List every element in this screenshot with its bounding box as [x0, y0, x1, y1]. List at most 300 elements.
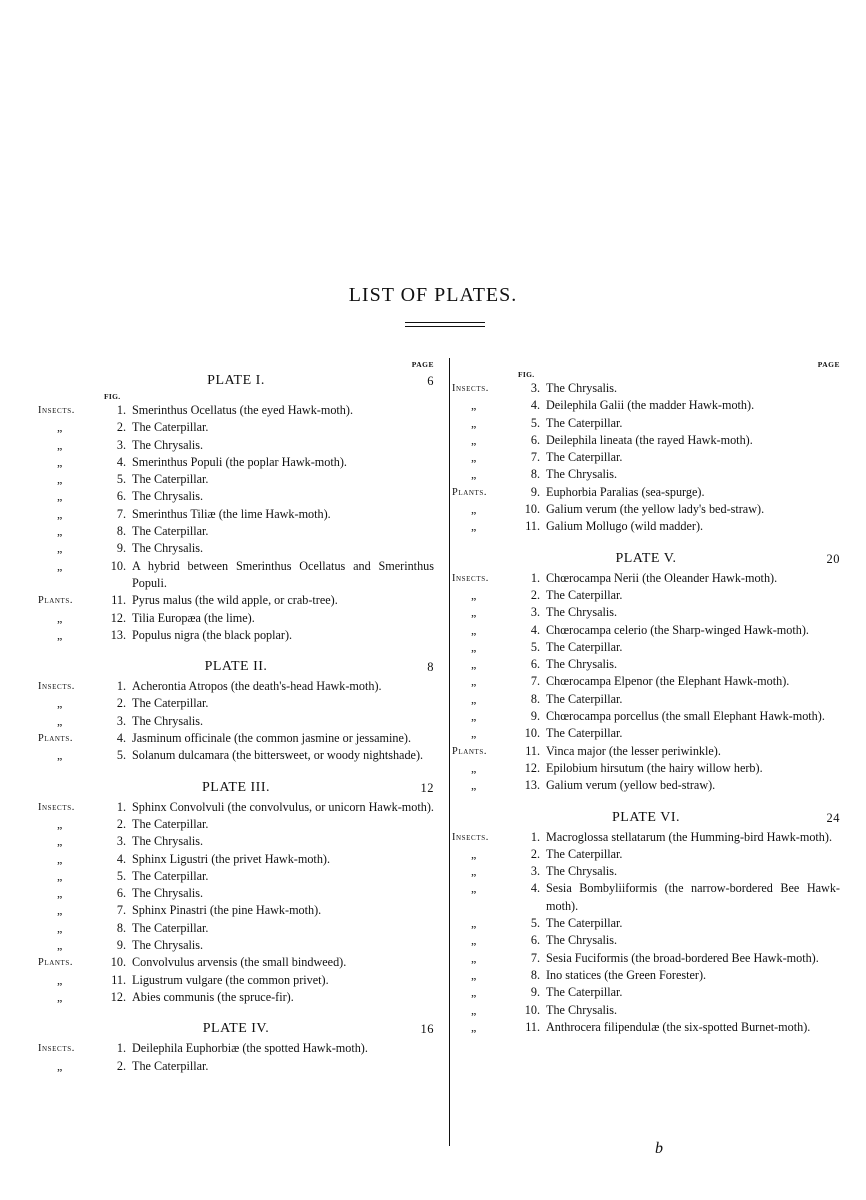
- plate-gap: [38, 644, 434, 656]
- figure-description: Sphinx Pinastri (the pine Hawk-moth).: [132, 903, 322, 918]
- figure-number: 10.: [110, 558, 126, 573]
- plate-title: PLATE II.: [204, 659, 268, 675]
- figure-description: Convolvulus arvensis (the small bindweed).: [132, 955, 347, 970]
- list-item: [452, 760, 840, 777]
- figure-number: 6.: [530, 933, 540, 948]
- list-item: [452, 691, 840, 708]
- figure-number: 8.: [530, 467, 540, 482]
- figure-description: The Chrysalis.: [132, 834, 204, 849]
- category-label: „: [57, 834, 63, 849]
- plate-heading: [38, 656, 434, 678]
- plate-block: [452, 795, 840, 1037]
- figure-description: The Chrysalis.: [132, 938, 204, 953]
- category-label: Plants.: [38, 733, 74, 745]
- figure-description: The Chrysalis.: [132, 541, 204, 556]
- figure-number: 7.: [530, 450, 540, 465]
- figure-description: The Caterpillar.: [546, 985, 623, 1000]
- figure-number: 8.: [116, 920, 126, 935]
- list-item: [38, 713, 434, 730]
- figure-number: 9.: [116, 938, 126, 953]
- category-label: „: [57, 1058, 63, 1073]
- figure-description: Deilephila Euphorbiæ (the spotted Hawk-moth).: [132, 1041, 368, 1056]
- plate-page-number: 8: [427, 660, 434, 675]
- figure-number: 2.: [116, 816, 126, 831]
- figure-description: Smerinthus Tiliæ (the lime Hawk-moth).: [132, 506, 331, 521]
- list-item: [452, 397, 840, 414]
- figure-number: 13.: [524, 778, 540, 793]
- list-item: [38, 627, 434, 644]
- plate-heading: [38, 1018, 434, 1040]
- figure-number: 3.: [530, 381, 540, 395]
- category-label: „: [57, 489, 63, 504]
- category-label: „: [471, 639, 477, 654]
- figure-description: The Caterpillar.: [132, 696, 209, 711]
- category-label: „: [471, 760, 477, 775]
- list-item: [452, 501, 840, 518]
- category-label: „: [471, 432, 477, 447]
- category-label: Plants.: [452, 486, 488, 498]
- figure-description: Vinca major (the lesser periwinkle).: [546, 743, 721, 758]
- list-item: [452, 518, 840, 535]
- category-label: „: [471, 726, 477, 741]
- figure-description: Solanum dulcamara (the bittersweet, or woody nightshade).: [132, 748, 424, 763]
- figure-number: 12.: [110, 610, 126, 625]
- plate-page-number: 6: [427, 374, 434, 388]
- figure-number: 3.: [530, 605, 540, 620]
- plate-gap: [38, 765, 434, 777]
- figure-description: Macroglossa stellatarum (the Humming-bird Hawk-moth).: [546, 829, 833, 844]
- list-item: [452, 415, 840, 432]
- figure-number: 12.: [110, 989, 126, 1004]
- right-column: [452, 360, 840, 1036]
- figure-description: The Caterpillar.: [546, 450, 623, 465]
- list-item: [38, 902, 434, 919]
- figure-number: 3.: [530, 864, 540, 879]
- figure-description: The Caterpillar.: [132, 524, 209, 539]
- category-label: „: [471, 398, 477, 413]
- category-label: „: [57, 851, 63, 866]
- list-item: [38, 1040, 434, 1057]
- figure-number: 2.: [116, 696, 126, 711]
- list-item: [452, 967, 840, 984]
- figure-description: The Caterpillar.: [132, 868, 209, 883]
- category-label: „: [471, 605, 477, 620]
- list-item: [38, 954, 434, 971]
- figure-description: The Caterpillar.: [546, 587, 623, 602]
- figure-description: The Caterpillar.: [132, 472, 209, 487]
- plate-gap: [452, 536, 840, 548]
- list-item: [452, 725, 840, 742]
- plate-page-number: 16: [420, 1022, 434, 1037]
- figure-number: 13.: [110, 627, 126, 642]
- figure-number: 11.: [525, 519, 540, 534]
- figure-number: 5.: [116, 472, 126, 487]
- figure-number: 4.: [530, 622, 540, 637]
- list-item: [38, 833, 434, 850]
- figure-number: 9.: [530, 985, 540, 1000]
- figure-description: The Chrysalis.: [132, 489, 204, 504]
- list-item: [452, 984, 840, 1001]
- category-label: „: [471, 881, 477, 896]
- category-label: „: [57, 748, 63, 763]
- figure-number: 12.: [524, 760, 540, 775]
- figure-number: 11.: [111, 972, 126, 987]
- figure-number: 5.: [116, 868, 126, 883]
- plate-heading: [452, 807, 840, 829]
- plate-title: PLATE VI.: [611, 809, 681, 825]
- category-label: „: [471, 674, 477, 689]
- figure-description: The Chrysalis.: [546, 381, 618, 395]
- figure-number: 3.: [116, 437, 126, 452]
- figure-description: Tilia Europæa (the lime).: [132, 610, 255, 625]
- figure-number: 5.: [116, 748, 126, 763]
- page-title: LIST OF PLATES.: [348, 284, 518, 306]
- category-label: „: [57, 938, 63, 953]
- category-label: „: [57, 437, 63, 452]
- category-label: „: [57, 972, 63, 987]
- plate-title: PLATE V.: [615, 550, 677, 566]
- figure-description: Euphorbia Paralias (sea-spurge).: [546, 484, 705, 499]
- title-rule-top: [405, 322, 485, 323]
- figure-number: 4.: [116, 731, 126, 746]
- category-label: „: [471, 864, 477, 879]
- figure-number: 4.: [530, 398, 540, 413]
- plate-block: [452, 360, 840, 536]
- list-item: [452, 743, 840, 760]
- list-item: [452, 587, 840, 604]
- category-label: „: [57, 868, 63, 883]
- list-item: [452, 708, 840, 725]
- list-item: [452, 777, 840, 794]
- list-item: [38, 402, 434, 419]
- list-item: [38, 989, 434, 1006]
- figure-description: Deilephila Galii (the madder Hawk-moth).: [546, 398, 755, 413]
- figure-description: The Caterpillar.: [546, 691, 623, 706]
- figure-description: The Chrysalis.: [132, 713, 204, 728]
- list-item: [38, 851, 434, 868]
- category-label: Plants.: [452, 745, 488, 757]
- category-label: „: [471, 657, 477, 672]
- figure-number: 3.: [116, 834, 126, 849]
- figure-number: 9.: [530, 709, 540, 724]
- category-label: Insects.: [452, 383, 489, 394]
- title-rule-bottom: [405, 326, 485, 327]
- fig-header: [452, 370, 840, 380]
- list-item: [452, 829, 840, 846]
- plate-heading: [38, 370, 434, 392]
- category-label: „: [57, 558, 63, 573]
- figure-number: 2.: [116, 420, 126, 435]
- plate-gap: [452, 795, 840, 807]
- list-item: [38, 592, 434, 609]
- figure-description: The Caterpillar.: [546, 726, 623, 741]
- fig-header: [38, 392, 434, 402]
- figure-description: Smerinthus Ocellatus (the eyed Hawk-moth).: [132, 403, 354, 417]
- category-label: „: [57, 816, 63, 831]
- plate-heading: [38, 777, 434, 799]
- signature-mark: b: [655, 1140, 663, 1157]
- list-item: [38, 610, 434, 627]
- figure-number: 4.: [116, 454, 126, 469]
- figure-number: 5.: [530, 639, 540, 654]
- list-item: [452, 950, 840, 967]
- figure-description: The Chrysalis.: [546, 864, 618, 879]
- page-header: [452, 360, 840, 370]
- figure-number: 7.: [116, 506, 126, 521]
- category-label: Plants.: [38, 957, 74, 969]
- figure-description: Sphinx Ligustri (the privet Hawk-moth).: [132, 851, 331, 866]
- left-column: [38, 360, 434, 1075]
- figure-description: The Chrysalis.: [546, 1002, 618, 1017]
- plate-heading: [452, 548, 840, 570]
- figure-number: 10.: [524, 726, 540, 741]
- category-label: „: [57, 696, 63, 711]
- category-label: Insects.: [38, 801, 75, 813]
- figure-description: Epilobium hirsutum (the hairy willow herb).: [546, 760, 763, 775]
- list-item: [38, 540, 434, 557]
- figure-description: Abies communis (the spruce-fir).: [132, 989, 294, 1004]
- figure-number: 1.: [116, 799, 126, 814]
- figure-number: 4.: [116, 851, 126, 866]
- figure-number: 2.: [530, 846, 540, 861]
- figure-number: 10.: [524, 1002, 540, 1017]
- plate-block: [38, 1006, 434, 1075]
- figure-description: Populus nigra (the black poplar).: [132, 627, 293, 642]
- figure-number: 4.: [530, 881, 540, 896]
- category-label: „: [57, 420, 63, 435]
- list-item: [452, 466, 840, 483]
- figure-description: Chœrocampa porcellus (the small Elephant Hawk-moth).: [546, 709, 825, 724]
- figure-description: The Chrysalis.: [546, 605, 618, 620]
- category-label: „: [471, 691, 477, 706]
- figure-description: The Caterpillar.: [132, 1058, 209, 1073]
- figure-number: 7.: [530, 950, 540, 965]
- list-item: [38, 1058, 434, 1075]
- figure-description: Smerinthus Populi (the poplar Hawk-moth).: [132, 454, 347, 469]
- category-label: „: [57, 886, 63, 901]
- category-label: „: [57, 610, 63, 625]
- category-label: „: [471, 846, 477, 861]
- figure-number: 1.: [530, 829, 540, 844]
- list-item: [452, 880, 840, 915]
- list-item: [452, 449, 840, 466]
- plate-gap: [38, 1006, 434, 1018]
- figure-description: The Chrysalis.: [132, 437, 204, 452]
- figure-description: The Chrysalis.: [546, 467, 618, 482]
- category-label: „: [57, 454, 63, 469]
- category-label: Insects.: [38, 405, 75, 416]
- figure-description: The Chrysalis.: [132, 886, 204, 901]
- plate-page-number: 12: [420, 780, 434, 795]
- figure-number: 1.: [116, 403, 126, 417]
- figure-description: The Caterpillar.: [546, 916, 623, 931]
- list-item: [452, 1019, 840, 1036]
- figure-description: The Caterpillar.: [546, 639, 623, 654]
- category-label: „: [471, 916, 477, 931]
- figure-description: Sesia Fuciformis (the broad-bordered Bee Hawk-moth).: [546, 950, 819, 965]
- figure-description: The Caterpillar.: [132, 420, 209, 435]
- category-label: „: [471, 519, 477, 534]
- figure-number: 8.: [530, 691, 540, 706]
- list-item: [38, 488, 434, 505]
- figure-description: The Chrysalis.: [546, 933, 618, 948]
- category-label: „: [471, 778, 477, 793]
- category-label: Insects.: [38, 681, 75, 693]
- column-divider: [449, 358, 450, 1146]
- figure-number: 5.: [530, 916, 540, 931]
- category-label: Insects.: [38, 1043, 75, 1055]
- category-label: „: [57, 541, 63, 556]
- plate-block: [38, 765, 434, 1007]
- category-label: „: [471, 985, 477, 1000]
- list-item: [452, 915, 840, 932]
- category-label: „: [471, 1019, 477, 1034]
- plate-title: PLATE I.: [207, 373, 265, 388]
- list-item: [452, 380, 840, 397]
- page-label: PAGE: [817, 360, 840, 369]
- figure-description: Chœrocampa Elpenor (the Elephant Hawk-moth).: [546, 674, 790, 689]
- list-item: [38, 972, 434, 989]
- figure-description: The Caterpillar.: [546, 415, 623, 430]
- figure-description: Ligustrum vulgare (the common privet).: [132, 972, 329, 987]
- figure-number: 2.: [530, 587, 540, 602]
- figure-number: 11.: [111, 593, 126, 608]
- category-label: „: [471, 587, 477, 602]
- category-label: „: [471, 950, 477, 965]
- list-item: [452, 639, 840, 656]
- list-item: [38, 678, 434, 695]
- category-label: „: [57, 506, 63, 521]
- plate-title: PLATE IV.: [202, 1021, 270, 1037]
- fig-label: FIG.: [104, 392, 121, 401]
- figure-number: 10.: [110, 955, 126, 970]
- fig-label: FIG.: [518, 370, 535, 379]
- figure-description: Pyrus malus (the wild apple, or crab-tree).: [132, 593, 338, 608]
- category-label: „: [471, 967, 477, 982]
- category-label: „: [57, 920, 63, 935]
- figure-number: 6.: [116, 489, 126, 504]
- list-item: [38, 885, 434, 902]
- list-item: [38, 471, 434, 488]
- list-item: [38, 454, 434, 471]
- figure-number: 6.: [530, 432, 540, 447]
- figure-number: 7.: [530, 674, 540, 689]
- category-label: „: [57, 524, 63, 539]
- figure-description: Acherontia Atropos (the death's-head Hawk-moth).: [132, 679, 382, 694]
- list-item: [38, 937, 434, 954]
- figure-number: 9.: [116, 541, 126, 556]
- list-item: [452, 932, 840, 949]
- figure-description: Jasminum officinale (the common jasmine or jessamine).: [132, 731, 412, 746]
- category-label: „: [471, 933, 477, 948]
- category-label: „: [471, 1002, 477, 1017]
- category-label: Insects.: [452, 572, 489, 584]
- list-item: [452, 863, 840, 880]
- list-item: [452, 604, 840, 621]
- figure-description: Anthrocera filipendulæ (the six-spotted Burnet-moth).: [546, 1019, 811, 1034]
- figure-number: 11.: [525, 743, 540, 758]
- figure-number: 7.: [116, 903, 126, 918]
- figure-number: 1.: [116, 1041, 126, 1056]
- category-label: „: [471, 709, 477, 724]
- figure-description: Galium verum (yellow bed-straw).: [546, 778, 716, 793]
- figure-description: A hybrid between Smerinthus Ocellatus and Smerinthus Populi.: [132, 558, 434, 590]
- list-item: [452, 656, 840, 673]
- figure-number: 1.: [530, 570, 540, 585]
- figure-description: The Chrysalis.: [546, 657, 618, 672]
- figure-description: Sphinx Convolvuli (the convolvulus, or unicorn Hawk-moth).: [132, 799, 434, 814]
- list-item: [452, 484, 840, 501]
- figure-number: 3.: [116, 713, 126, 728]
- category-label: Insects.: [452, 831, 489, 843]
- list-item: [452, 1002, 840, 1019]
- page-label: PAGE: [411, 360, 434, 369]
- list-item: [38, 437, 434, 454]
- category-label: Plants.: [38, 595, 74, 607]
- plate-block: [38, 360, 434, 644]
- figure-number: 11.: [525, 1019, 540, 1034]
- category-label: „: [471, 415, 477, 430]
- figure-number: 6.: [116, 886, 126, 901]
- category-label: „: [57, 903, 63, 918]
- figure-description: Chœrocampa celerio (the Sharp-winged Hawk-moth).: [546, 622, 809, 637]
- figure-description: Deilephila lineata (the rayed Hawk-moth).: [546, 432, 753, 447]
- plate-block: [38, 644, 434, 764]
- list-item: [452, 622, 840, 639]
- category-label: „: [471, 467, 477, 482]
- category-label: „: [471, 450, 477, 465]
- plate-title: PLATE III.: [202, 779, 270, 795]
- category-label: „: [471, 502, 477, 517]
- list-item: [38, 799, 434, 816]
- figure-number: 1.: [116, 679, 126, 694]
- list-item: [38, 558, 434, 593]
- list-item: [38, 747, 434, 764]
- plate-block: [452, 536, 840, 795]
- list-item: [38, 523, 434, 540]
- category-label: „: [57, 472, 63, 487]
- list-item: [452, 570, 840, 587]
- list-item: [38, 695, 434, 712]
- figure-number: 5.: [530, 415, 540, 430]
- plate-page-number: 24: [826, 810, 840, 825]
- list-item: [38, 868, 434, 885]
- plate-page-number: 20: [826, 551, 840, 566]
- figure-number: 8.: [530, 967, 540, 982]
- figure-description: Sesia Bombyliiformis (the narrow-bordered Bee Hawk-moth).: [546, 881, 840, 913]
- figure-description: The Caterpillar.: [546, 846, 623, 861]
- list-item: [38, 506, 434, 523]
- figure-description: The Caterpillar.: [132, 920, 209, 935]
- figure-number: 8.: [116, 524, 126, 539]
- list-item: [38, 419, 434, 436]
- list-item: [452, 432, 840, 449]
- figure-number: 6.: [530, 657, 540, 672]
- list-item: [452, 673, 840, 690]
- figure-description: Galium Mollugo (wild madder).: [546, 519, 704, 534]
- page-header: [38, 360, 434, 370]
- list-item: [452, 846, 840, 863]
- figure-number: 2.: [116, 1058, 126, 1073]
- category-label: „: [471, 622, 477, 637]
- category-label: „: [57, 989, 63, 1004]
- figure-number: 9.: [530, 484, 540, 499]
- list-item: [38, 730, 434, 747]
- figure-description: Galium verum (the yellow lady's bed-straw).: [546, 502, 765, 517]
- list-item: [38, 920, 434, 937]
- figure-number: 10.: [524, 502, 540, 517]
- list-item: [38, 816, 434, 833]
